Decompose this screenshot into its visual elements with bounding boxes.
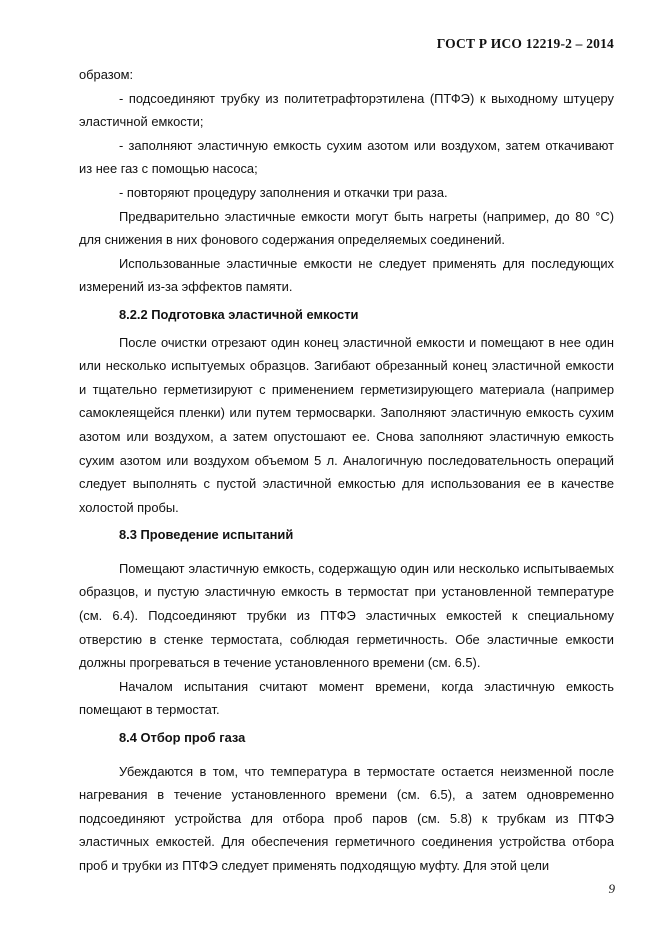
paragraph-test-start: Началом испытания считают момент времени, когда эластичную емкость помещают в термостат. — [79, 678, 614, 718]
paragraph-memory-effects: Использованные эластичные емкости не следует применять для последующих измерений из-за эффектов памяти. — [79, 255, 614, 295]
paragraph-testing: Помещают эластичную емкость, содержащую один или несколько испытываемых образцов, и пустую эластичную емкость в термостат при установленной температуре (см. 6.4). Подсоединяют трубки из ПТФЭ эластичных емкостей к специальному отверстию в стенке термостата, соблюдая герметичность. Обе эластичные емкости должны прогреваться в течение установленного времени (см. 6.5). — [79, 560, 614, 671]
standard-designation: ГОСТ Р ИСО 12219-2 – 2014 — [436, 36, 614, 51]
paragraph-continuation: образом: — [79, 67, 134, 82]
list-item-fill-evacuate: - заполняют эластичную емкость сухим азотом или воздухом, затем откачивают из нее газ с помощью насоса; — [79, 137, 614, 177]
paragraph-bag-preparation: После очистки отрезают один конец эластичной емкости и помещают в нее один или несколько испытуемых образцов. Загибают обрезанный конец эластичной емкости и тщательно герметизируют с применением герметизирующего материала (например самоклеящейся пленки) или путем термосварки. Заполняют эластичную емкость сухим азотом или воздухом, а затем опустошают ее. Снова заполняют эластичную емкость сухим азотом или воздухом объемом 5 л. Аналогичную последовательность операций следует выполнять с пустой эластичной емкостью для использования ее в качестве холостой пробы. — [79, 334, 614, 515]
list-item-repeat: - повторяют процедуру заполнения и откачки три раза. — [119, 184, 448, 200]
section-heading-8-2-2: 8.2.2 Подготовка эластичной емкости — [119, 306, 359, 322]
section-heading-8-4: 8.4 Отбор проб газа — [119, 730, 246, 746]
section-heading-8-3: 8.3 Проведение испытаний — [119, 527, 294, 543]
paragraph-gas-sampling: Убеждаются в том, что температура в термостате остается неизменной после нагревания в течение установленного времени (см. 6.5), а затем одновременно подсоединяют устройства для отбора проб паров (см. 5.8) к трубкам из ПТФЭ эластичных емкостей. Для обеспечения герметичного соединения устройства отбора проб и трубки из ПТФЭ следует применять подходящую муфту. Для этой цели — [79, 763, 614, 873]
list-item-connect-tube: - подсоединяют трубку из политетрафторэтилена (ПТФЭ) к выходному штуцеру эластичной емкости; — [79, 90, 614, 130]
page-content — [79, 63, 614, 878]
page-number: 9 — [608, 881, 615, 896]
paragraph-preheat: Предварительно эластичные емкости могут быть нагреты (например, до 80 °С) для снижения в них фонового содержания определяемых соединений. — [79, 208, 614, 248]
